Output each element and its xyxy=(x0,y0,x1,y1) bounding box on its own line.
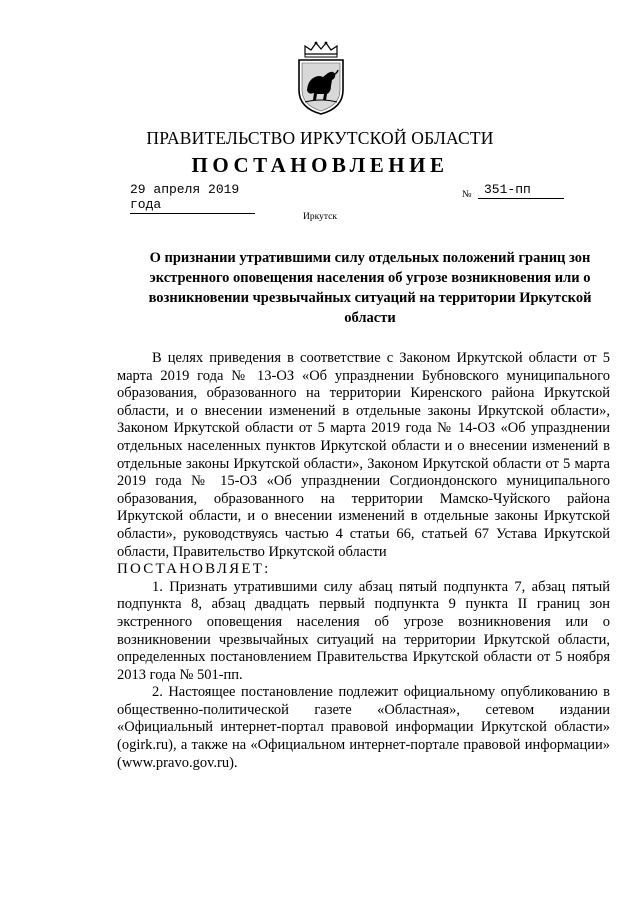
document-type: ПОСТАНОВЛЕНИЕ xyxy=(191,153,449,177)
item-1-paragraph: 1. Признать утратившими силу абзац пятый подпункта 7, абзац пятый подпункта 8, абзац двадцать первый подпункта 9 пункта II границ зон экстренного оповещения населения об угрозе возникновения или о возникновении чрезвычайных ситуаций на территории Иркутской области, определенных постановлением Правительства Иркутской области от 5 ноября 2013 года № 501-пп. xyxy=(117,578,610,683)
document-city: Иркутск xyxy=(303,212,337,222)
coat-of-arms-icon xyxy=(295,40,347,116)
document-body xyxy=(117,350,610,772)
government-name: ПРАВИТЕЛЬСТВО ИРКУТСКОЙ ОБЛАСТИ xyxy=(146,128,494,148)
document-title: О признании утратившими силу отдельных положений границ зон экстренного оповещения населения об угрозе возникновения или о возникновении чрезвычайных ситуаций на территории Иркутской области xyxy=(148,250,592,326)
item-2-paragraph: 2. Настоящее постановление подлежит официальному опубликованию в общественно-политической газете «Областная», сетевом издании «Официальный интернет-портал правовой информации Иркутской области» (ogirk.ru), а также на «Официальном интернет-портале правовой информации» (www.pravo.gov.ru). xyxy=(117,684,610,771)
number-sign: № xyxy=(462,189,472,200)
document-number: 351-пп xyxy=(478,182,564,199)
decree-heading: ПОСТАНОВЛЯЕТ: xyxy=(117,561,271,578)
document-date: 29 апреля 2019 года xyxy=(130,182,255,214)
preamble-paragraph: В целях приведения в соответствие с Законом Иркутской области от 5 марта 2019 года № 13-ОЗ «Об упразднении Бубновского муниципального образования, образованного на территории Киренского района Иркутской области, и о внесении изменений в отдельные законы Иркутской области», Законом Иркутской области от 5 марта 2019 года № 14-ОЗ «Об упразднении отдельных населенных пунктов Иркутской области и о внесении изменений в отдельные законы Иркутской области», Законом Иркутской области от 5 марта 2019 года № 15-ОЗ «Об упразднении Согдиондонского муниципального образования, образованного на территории Мамско-Чуйского района Иркутской области, и о внесении изменений в отдельные законы Иркутской области», руководствуясь частью 4 статьи 66, статьей 67 Устава Иркутской области, Правительство Иркутской области xyxy=(117,350,610,560)
